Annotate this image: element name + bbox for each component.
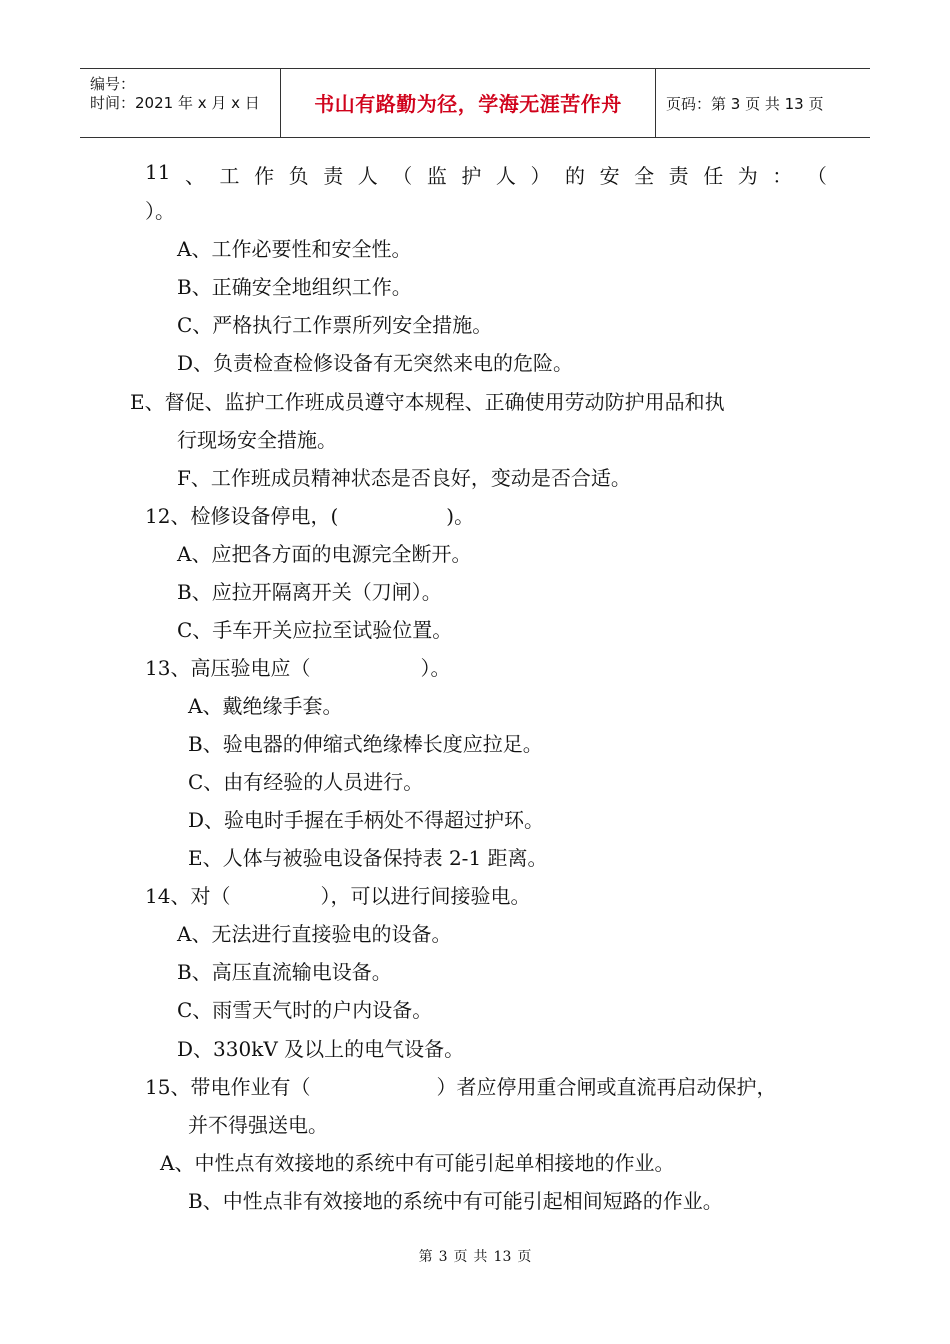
q11-stem-char: 11 [145,160,171,184]
footer-part: 页 [517,1249,532,1265]
q12-stem [145,504,474,528]
number-label: 编号： [90,75,136,93]
q11-stem-char: 为 [737,164,758,188]
q15-option-b: B、中性点非有效接地的系统中有可能引起相间短路的作业。 [188,1189,723,1213]
q11-option-b: B、正确安全地组织工作。 [177,275,412,299]
q14-option-c: C、雨雪天气时的户内设备。 [177,998,433,1022]
q11-stem [145,160,827,189]
q13-stem-end: ）。 [420,656,451,680]
q15-stem-end: ）者应停用重合闸或直流再启动保护， [436,1075,777,1099]
date-label: 时间：2021 年 x 月 x 日 [90,94,260,112]
q11-option-e: E、督促、监护工作班成员遵守本规程、正确使用劳动防护用品和执 [130,390,725,414]
footer-part: 3 [438,1249,448,1265]
q11-option-e-continued: 行现场安全措施。 [177,428,337,452]
page-footer [0,1246,950,1266]
q14-option-d: D、330kV 及以上的电气设备。 [177,1037,465,1061]
q12-option-a: A、应把各方面的电源完全断开。 [177,542,472,566]
q11-stem-char: 负 [288,164,309,188]
q11-option-f: F、工作班成员精神状态是否良好，变动是否合适。 [177,466,631,490]
q14-option-b: B、高压直流输电设备。 [177,960,392,984]
q11-stem-char: （ [392,164,413,188]
q11-stem-char: ： [772,164,793,188]
q11-stem-char: 的 [565,164,586,188]
q11-stem-char: ） [530,164,551,188]
q13-option-c: C、由有经验的人员进行。 [188,770,424,794]
footer-part: 第 [418,1249,433,1265]
q11-stem-char: 、 [185,164,205,188]
q13-option-a: A、戴绝缘手套。 [188,694,343,718]
q11-stem-char: （ [806,164,827,188]
q11-stem-char: 责 [323,164,344,188]
q11-stem-char: 人 [357,164,378,188]
header-motto: 书山有路勤为径，学海无涯苦作舟 [281,69,656,137]
footer-part: 13 [493,1249,512,1265]
q13-option-b: B、验电器的伸缩式绝缘棒长度应拉足。 [188,732,543,756]
q13-option-d: D、验电时手握在手柄处不得超过护环。 [188,808,545,832]
q13-option-e: E、人体与被验电设备保持表 2-1 距离。 [188,846,548,870]
header-meta-cell [80,69,281,137]
q12-stem-start: 12、检修设备停电，( [145,504,339,528]
footer-part: 共 [473,1249,488,1265]
document-header [80,68,870,138]
q13-stem-start: 13、高压验电应（ [145,656,311,680]
q11-stem-char: 安 [599,164,620,188]
q11-stem-char: 工 [219,164,240,188]
q14-stem [145,884,530,908]
q15-option-a: A、中性点有效接地的系统中有可能引起单相接地的作业。 [160,1151,675,1175]
q11-option-c: C、严格执行工作票所列安全措施。 [177,313,493,337]
q12-option-b: B、应拉开隔离开关（刀闸）。 [177,580,442,604]
q11-stem-continued: ）。 [145,199,175,223]
q14-stem-end: ），可以进行间接验电。 [320,884,531,908]
q11-stem-char: 人 [495,164,516,188]
q13-stem [145,656,450,680]
q11-stem-char: 全 [634,164,655,188]
q11-stem-char: 责 [668,164,689,188]
q12-stem-end: )。 [446,504,475,528]
q11-stem-char: 监 [426,164,447,188]
q14-stem-start: 14、对（ [145,884,231,908]
q15-stem-continued: 并不得强送电。 [188,1113,328,1137]
q11-stem-char: 护 [461,164,482,188]
q11-option-a: A、工作必要性和安全性。 [177,237,412,261]
q11-option-d: D、负责检查检修设备有无突然来电的危险。 [177,351,574,375]
q11-stem-char: 作 [254,164,275,188]
q14-option-a: A、无法进行直接验电的设备。 [177,922,452,946]
page-info: 页码：第 3 页 共 13 页 [666,95,824,113]
q15-stem-start: 15、带电作业有（ [145,1075,311,1099]
footer-part: 页 [453,1249,468,1265]
q15-stem [145,1075,776,1099]
q12-option-c: C、手车开关应拉至试验位置。 [177,618,453,642]
q11-stem-char: 任 [703,164,724,188]
